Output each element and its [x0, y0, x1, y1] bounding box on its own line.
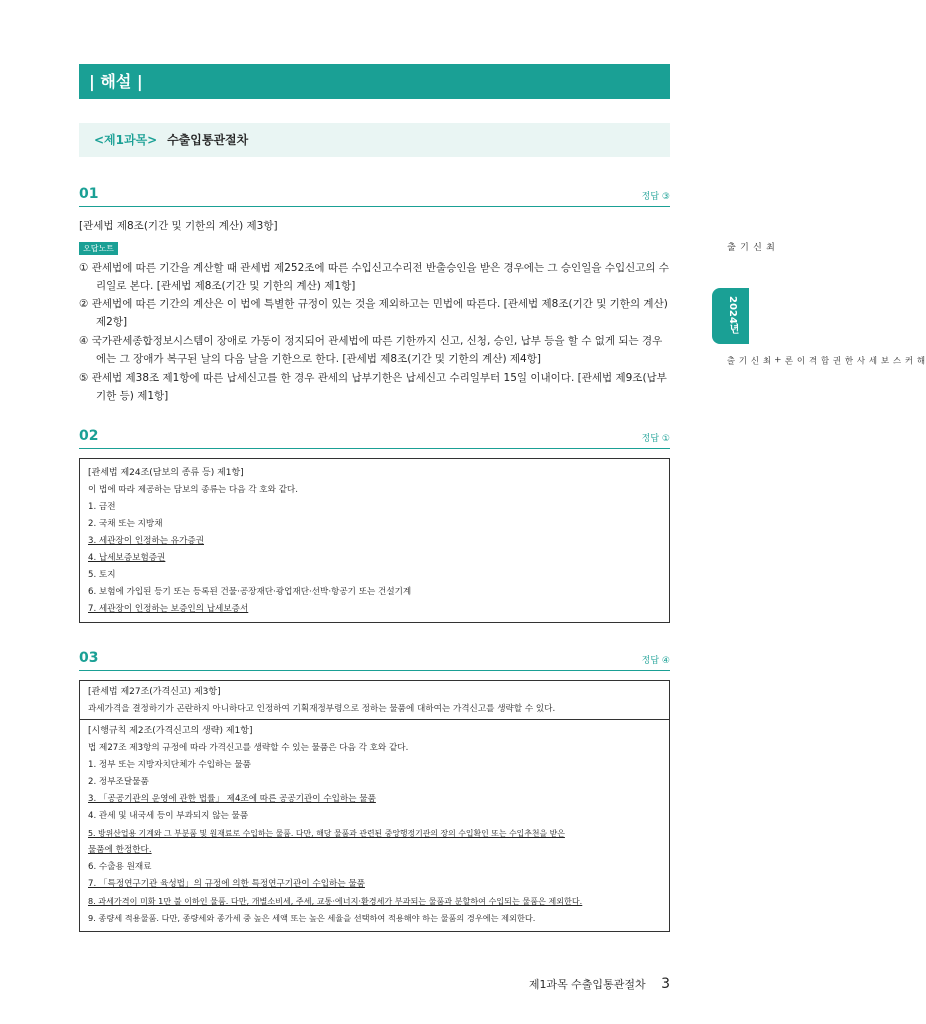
answer-label: 정답 ① [641, 434, 670, 444]
question-header-03 [79, 650, 670, 671]
law-line: 7. 「특정연구기관 육성법」의 규정에 의한 특정연구기관이 수입하는 물품 [88, 879, 365, 889]
question-number: 01 [79, 186, 99, 202]
answer-label: 정답 ④ [641, 656, 670, 666]
law-line: 1. 금전 [88, 502, 116, 512]
law-line: 7. 세관장이 인정하는 보증인의 납세보증서 [88, 604, 249, 614]
law-line: 6. 보험에 가입된 등기 또는 등록된 건물·공장재단·광업재단·선박·항공기 또는 건설기계 [88, 587, 412, 597]
law-line: 과세가격을 결정하기가 곤란하지 아니하다고 인정하여 기획재정부령으로 정하는 물품에 대하여는 가격신고를 생략할 수 있다. [88, 704, 556, 714]
side-label-bottom: 해커스 보세사 한권합격 이론 + 최신기출 [725, 356, 925, 365]
question-number: 02 [79, 428, 99, 444]
page-number: 3 [661, 976, 670, 992]
law-line: 9. 종량세 적용물품. 다만, 종량세와 종가세 중 높은 세액 또는 높은 세율을 선택하여 적용해야 하는 물품의 경우에는 제외한다. [88, 913, 536, 923]
law-line: 1. 정부 또는 지방자치단체가 수입하는 물품 [88, 760, 251, 770]
law-line: 5. 방위산업용 기계와 그 부분품 및 원재료로 수입하는 물품. 다만, 해당 물품과 관련된 중앙행정기관의 장의 수입확인 또는 수입추천을 받은 [88, 829, 565, 838]
page-footer [529, 976, 670, 992]
law-line: 8. 과세가격이 미화 1만 불 이하인 물품. 다만, 개별소비세, 주세, 교통·에너지·환경세가 부과되는 물품과 분할하여 수입되는 물품은 제외한다. [88, 896, 583, 906]
side-label-top: 최신기출 [725, 242, 774, 251]
wrong-answer-note-badge: 오답노트 [79, 242, 118, 255]
law-excerpt-box [79, 680, 670, 720]
law-line: [시행규칙 제2조(가격신고의 생략) 제1항] [88, 726, 253, 736]
law-line: [관세법 제27조(가격신고) 제3항] [88, 687, 221, 697]
side-tab [712, 288, 749, 344]
law-line: 6. 수출용 원재료 [88, 862, 152, 872]
law-line: 이 법에 따라 제공하는 담보의 종류는 다음 각 호와 같다. [88, 485, 298, 495]
side-tab-label: 2024년 [727, 296, 738, 334]
law-reference: [관세법 제8조(기간 및 기한의 계산) 제3항] [79, 220, 278, 232]
subject-code: <제1과목> [94, 133, 158, 147]
rule-excerpt-box [79, 720, 670, 932]
explanation-item: ④ 국가관세종합정보시스템이 장애로 가동이 정지되어 관세법에 따른 기한까지 신고, 신청, 승인, 납부 등을 할 수 없게 되는 경우에는 그 장애가 복구된 날의 다음 날을 기한으로 한다. [관세법 제8조(기간 및 기한의 계산) 제4항] [79, 335, 663, 365]
question-header-01 [79, 186, 670, 207]
law-line: 법 제27조 제3항의 규정에 따라 가격신고를 생략할 수 있는 물품은 다음 각 호와 같다. [88, 743, 409, 753]
law-line: 3. 세관장이 인정하는 유가증권 [88, 536, 205, 546]
explanation-item: ② 관세법에 따른 기간의 계산은 이 법에 특별한 규정이 있는 것을 제외하고는 민법에 따른다. [관세법 제8조(기간 및 기한의 계산) 제2항] [79, 298, 668, 328]
question-header-02 [79, 428, 670, 449]
law-line: 2. 정부조달물품 [88, 777, 149, 787]
law-excerpt-box [79, 458, 670, 623]
law-line: 3. 「공공기관의 운영에 관한 법률」 제4조에 따른 공공기관이 수입하는 물품 [88, 794, 376, 804]
law-line: [관세법 제24조(담보의 종류 등) 제1항] [88, 468, 244, 478]
footer-section: 제1과목 수출입통관절차 [528, 978, 646, 991]
explanation-item: ⑤ 관세법 제38조 제1항에 따른 납세신고를 한 경우 관세의 납부기한은 납세신고 수리일부터 15일 이내이다. [관세법 제9조(납부기한 등) 제1항] [79, 372, 667, 402]
law-line: 5. 토지 [88, 570, 116, 580]
subject-name: 수출입통관절차 [167, 133, 249, 147]
subject-banner [79, 123, 670, 157]
section-header: | 해설 | [79, 64, 670, 99]
law-line: 4. 관세 및 내국세 등이 부과되지 않는 물품 [88, 811, 249, 821]
answer-label: 정답 ③ [641, 192, 670, 202]
law-line: 4. 납세보증보험증권 [88, 553, 166, 563]
law-line: 2. 국채 또는 지방채 [88, 519, 163, 529]
question-number: 03 [79, 650, 99, 666]
law-line: 물품에 한정한다. [88, 845, 152, 855]
explanation-item: ① 관세법에 따른 기간을 계산할 때 관세법 제252조에 따른 수입신고수리전 반출승인을 받은 경우에는 그 승인일을 수입신고의 수리일로 본다. [관세법 제8조(기간 및 기한의 계산) 제1항] [79, 262, 670, 292]
